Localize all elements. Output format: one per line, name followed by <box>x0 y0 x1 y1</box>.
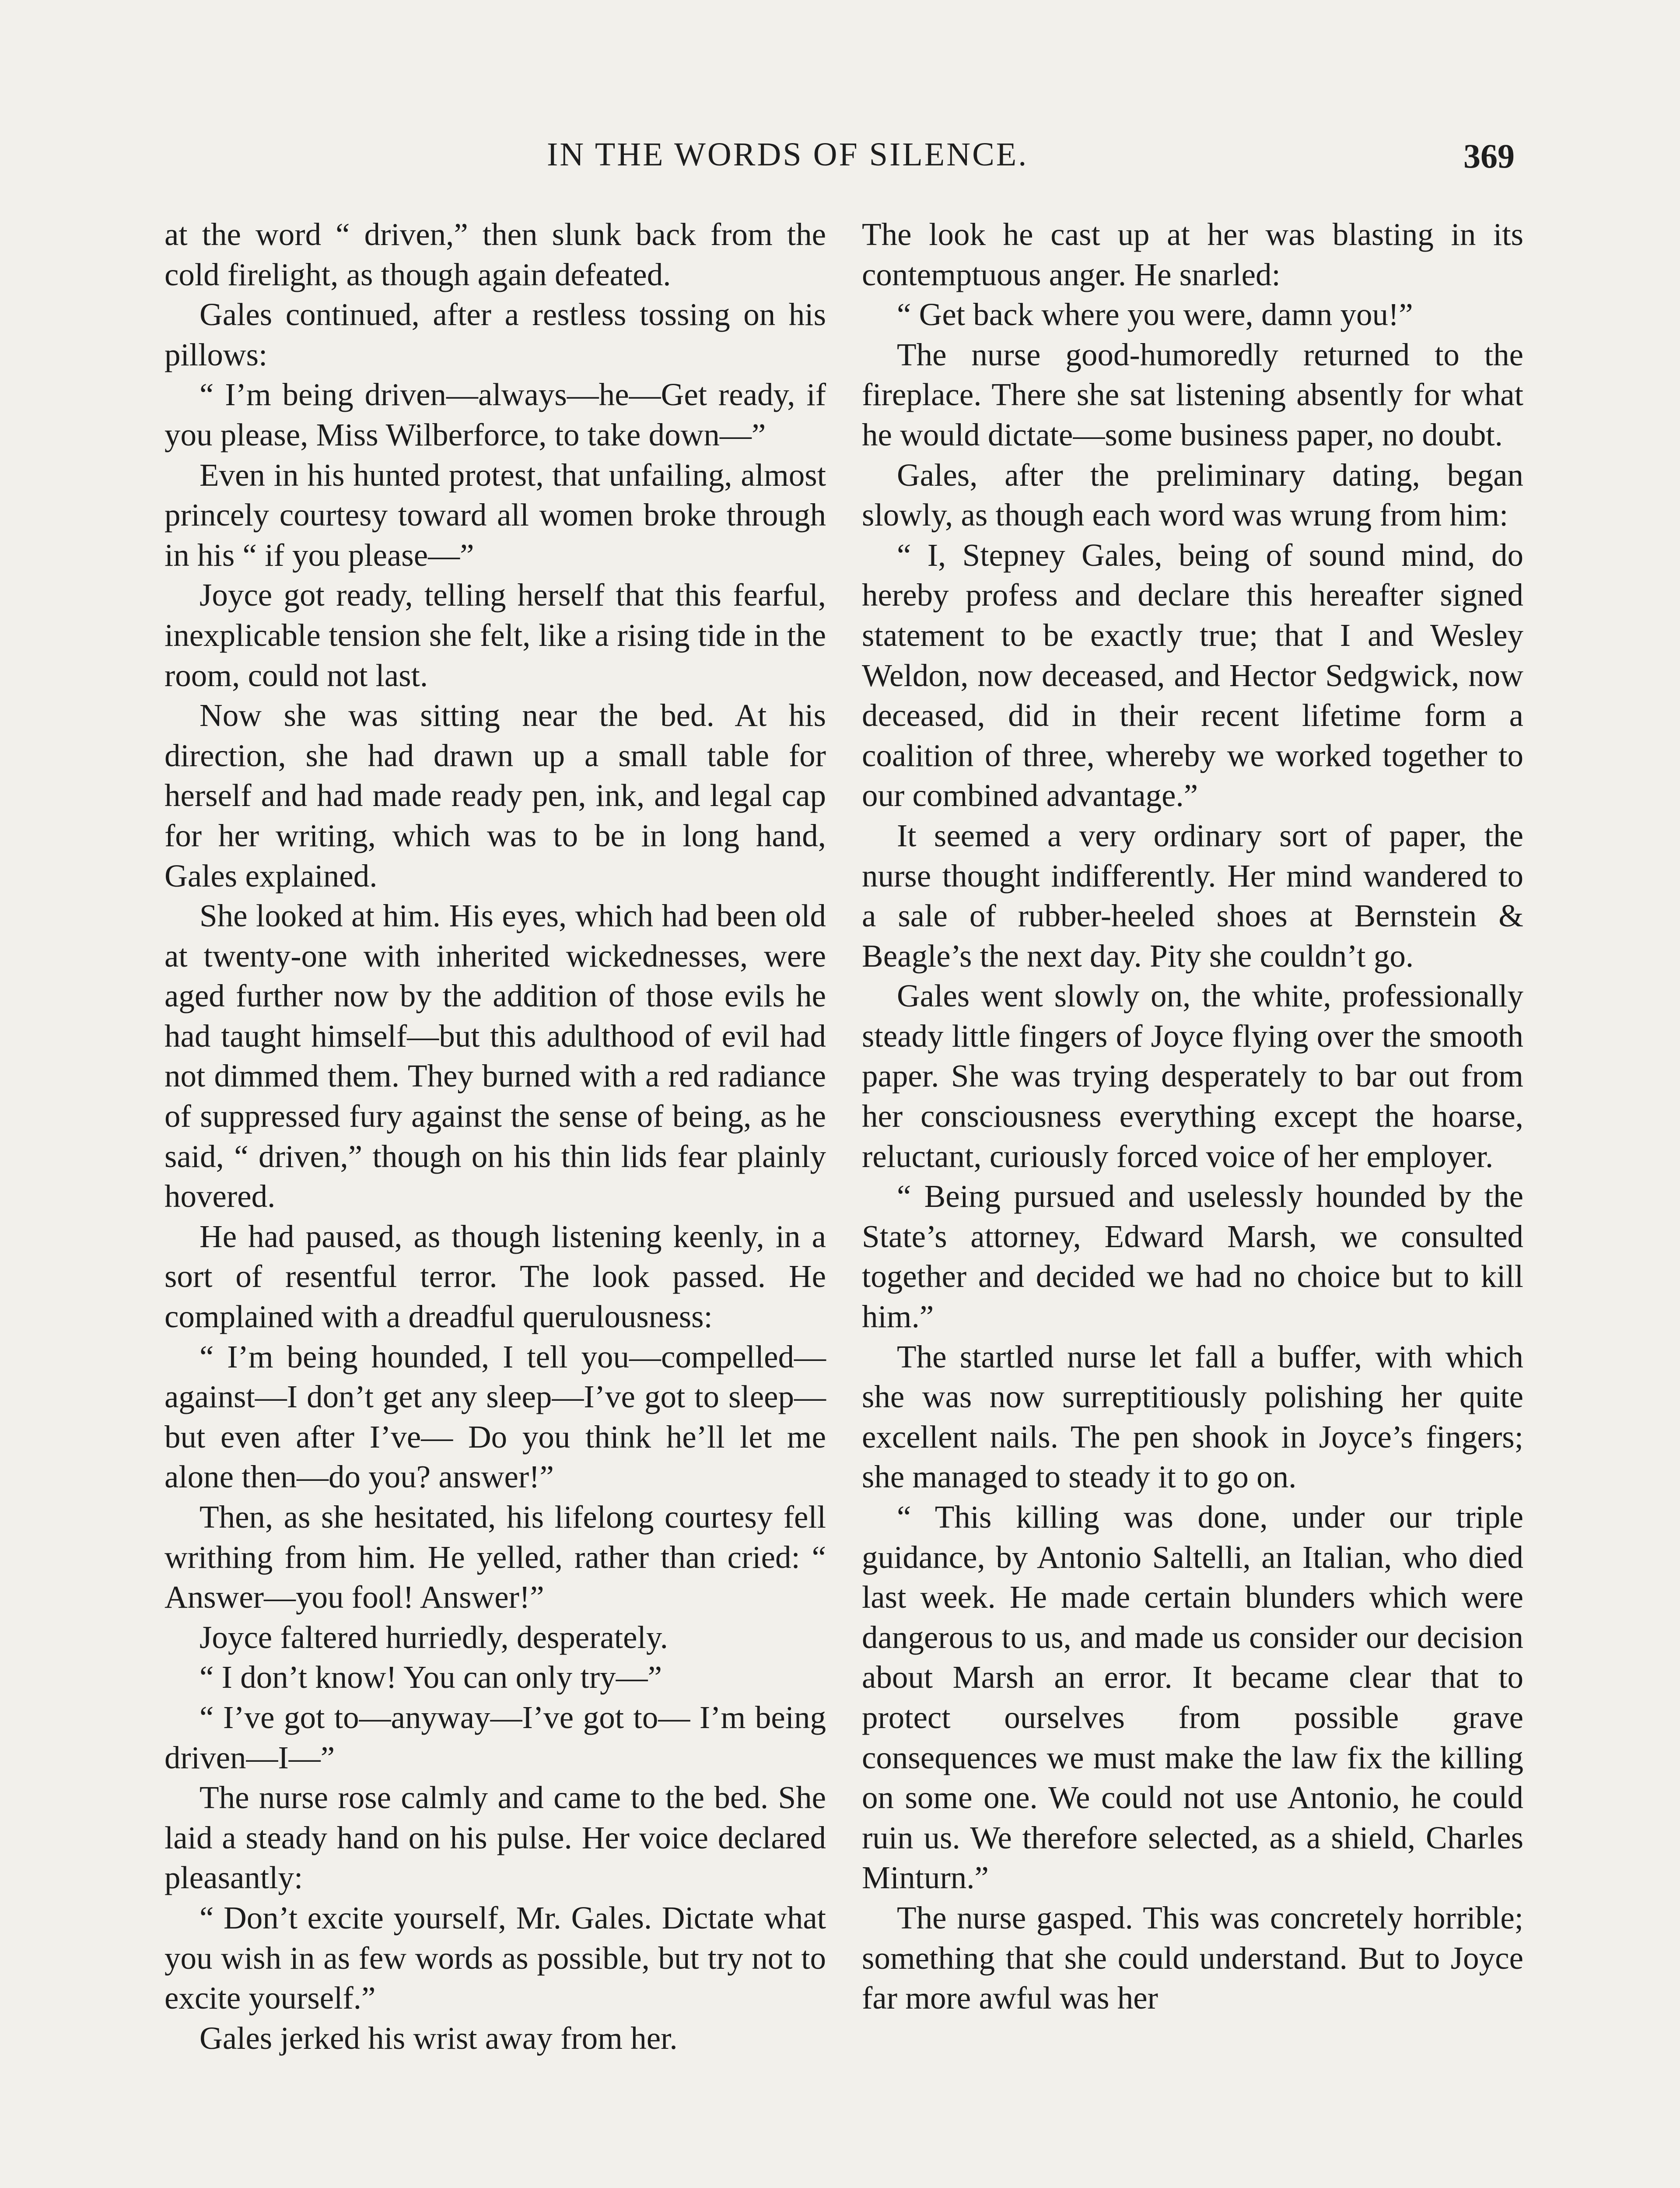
paragraph: Even in his hunted protest, that unfailing, almost princely courtesy toward all women broke through in his “ if you please—” <box>164 457 826 573</box>
paragraph: Gales, after the preliminary dating, began slowly, as though each word was wrung from him: <box>862 457 1523 533</box>
page-number: 369 <box>1463 137 1515 175</box>
paragraph: The startled nurse let fall a buffer, with which she was now surreptitiously polishing her quite excellent nails. The pen shook in Joyce’s fingers; she managed to steady it to go on. <box>862 1339 1523 1495</box>
paragraph: The nurse rose calmly and came to the bed. She laid a steady hand on his pulse. Her voice declared pleasantly: <box>164 1780 826 1896</box>
paragraph: “ I’ve got to—anyway—I’ve got to— I’m being driven—I—” <box>164 1699 826 1775</box>
paragraph: “ I, Stepney Gales, being of sound mind, do hereby profess and declare this hereafter signed statement to be exactly true; that I and Wesley Weldon, now deceased, and Hector Sedgwick, now deceased, did in their recent lifetime form a coalition of three, whereby we worked together to our combined advantage.” <box>862 537 1523 813</box>
paragraph: Joyce faltered hurriedly, desperately. <box>200 1619 668 1655</box>
paragraph: Joyce got ready, telling herself that this fearful, inexplicable tension she felt, like a rising tide in the room, could not last. <box>164 577 826 693</box>
paragraph: “ Don’t excite yourself, Mr. Gales. Dictate what you wish in as few words as possible, but try not to excite yourself.” <box>164 1900 826 2016</box>
paragraph: The nurse good-humoredly returned to the fireplace. There she sat listening absently for what he would dictate—some business paper, no doubt. <box>862 337 1523 452</box>
paragraph: Gales continued, after a restless tossing on his pillows: <box>164 297 826 372</box>
paragraph: It seemed a very ordinary sort of paper, the nurse thought indifferently. Her mind wandered to a sale of rubber-heeled shoes at Bernstein & Beagle’s the next day. Pity she couldn’t go. <box>862 817 1523 974</box>
paragraph: Now she was sitting near the bed. At his direction, she had drawn up a small table for herself and had made ready pen, ink, and legal cap for her writing, which was to be in long hand, Gales explained. <box>164 698 826 894</box>
paragraph: at the word “ driven,” then slunk back from the cold firelight, as though again defeated. <box>164 217 826 292</box>
paragraph: The look he cast up at her was blasting in its contemptuous anger. He snarled: <box>862 217 1523 292</box>
paragraph: She looked at him. His eyes, which had been old at twenty-one with inherited wickednesses, were aged further now by the addition of those evils he had taught himself—but this adulthood of evil had not dimmed them. They burned with a red radiance of suppressed fury against the sense of being, as he said, “ driven,” though on his thin lids fear plainly hovered. <box>164 898 826 1214</box>
paragraph: Then, as she hesitated, his lifelong courtesy fell writhing from him. He yelled, rather than cried: “ Answer—you fool! Answer!” <box>164 1499 826 1615</box>
right-text-column <box>862 214 1523 2018</box>
paragraph: He had paused, as though listening keenly, in a sort of resentful terror. The look passed. He complained with a dreadful querulousness: <box>164 1218 826 1335</box>
paragraph: “ I’m being hounded, I tell you—compelled—against—I don’t get any sleep—I’ve got to sleep—but even after I’ve— Do you think he’ll let me alone then—do you? answer!” <box>164 1339 826 1495</box>
paragraph: “ Being pursued and uselessly hounded by the State’s attorney, Edward Marsh, we consulted together and decided we had no choice but to kill him.” <box>862 1178 1523 1335</box>
paragraph: “ I don’t know! You can only try—” <box>200 1659 662 1695</box>
paragraph: The nurse gasped. This was concretely horrible; something that she could understand. But to Joyce far more awful was her <box>862 1900 1523 2016</box>
paragraph: Gales went slowly on, the white, professionally steady little fingers of Joyce flying over the smooth paper. She was trying desperately to bar out from her consciousness everything except the hoarse, reluctant, curiously forced voice of her employer. <box>862 978 1523 1174</box>
paragraph: “ This killing was done, under our triple guidance, by Antonio Saltelli, an Italian, who died last week. He made certain blunders which were dangerous to us, and made us consider our decision about Marsh an error. It became clear that to protect ourselves from possible grave consequences we must make the law fix the killing on some one. We could not use Antonio, he could ruin us. We therefore selected, as a shield, Charles Minturn.” <box>862 1499 1523 1896</box>
paragraph: “ Get back where you were, damn you!” <box>897 297 1413 333</box>
paragraph: Gales jerked his wrist away from her. <box>200 2020 678 2056</box>
running-title: IN THE WORDS OF SILENCE. <box>547 136 1029 173</box>
paragraph: “ I’m being driven—always—he—Get ready, if you please, Miss Wilberforce, to take down—” <box>164 377 826 452</box>
left-text-column <box>164 214 826 2058</box>
